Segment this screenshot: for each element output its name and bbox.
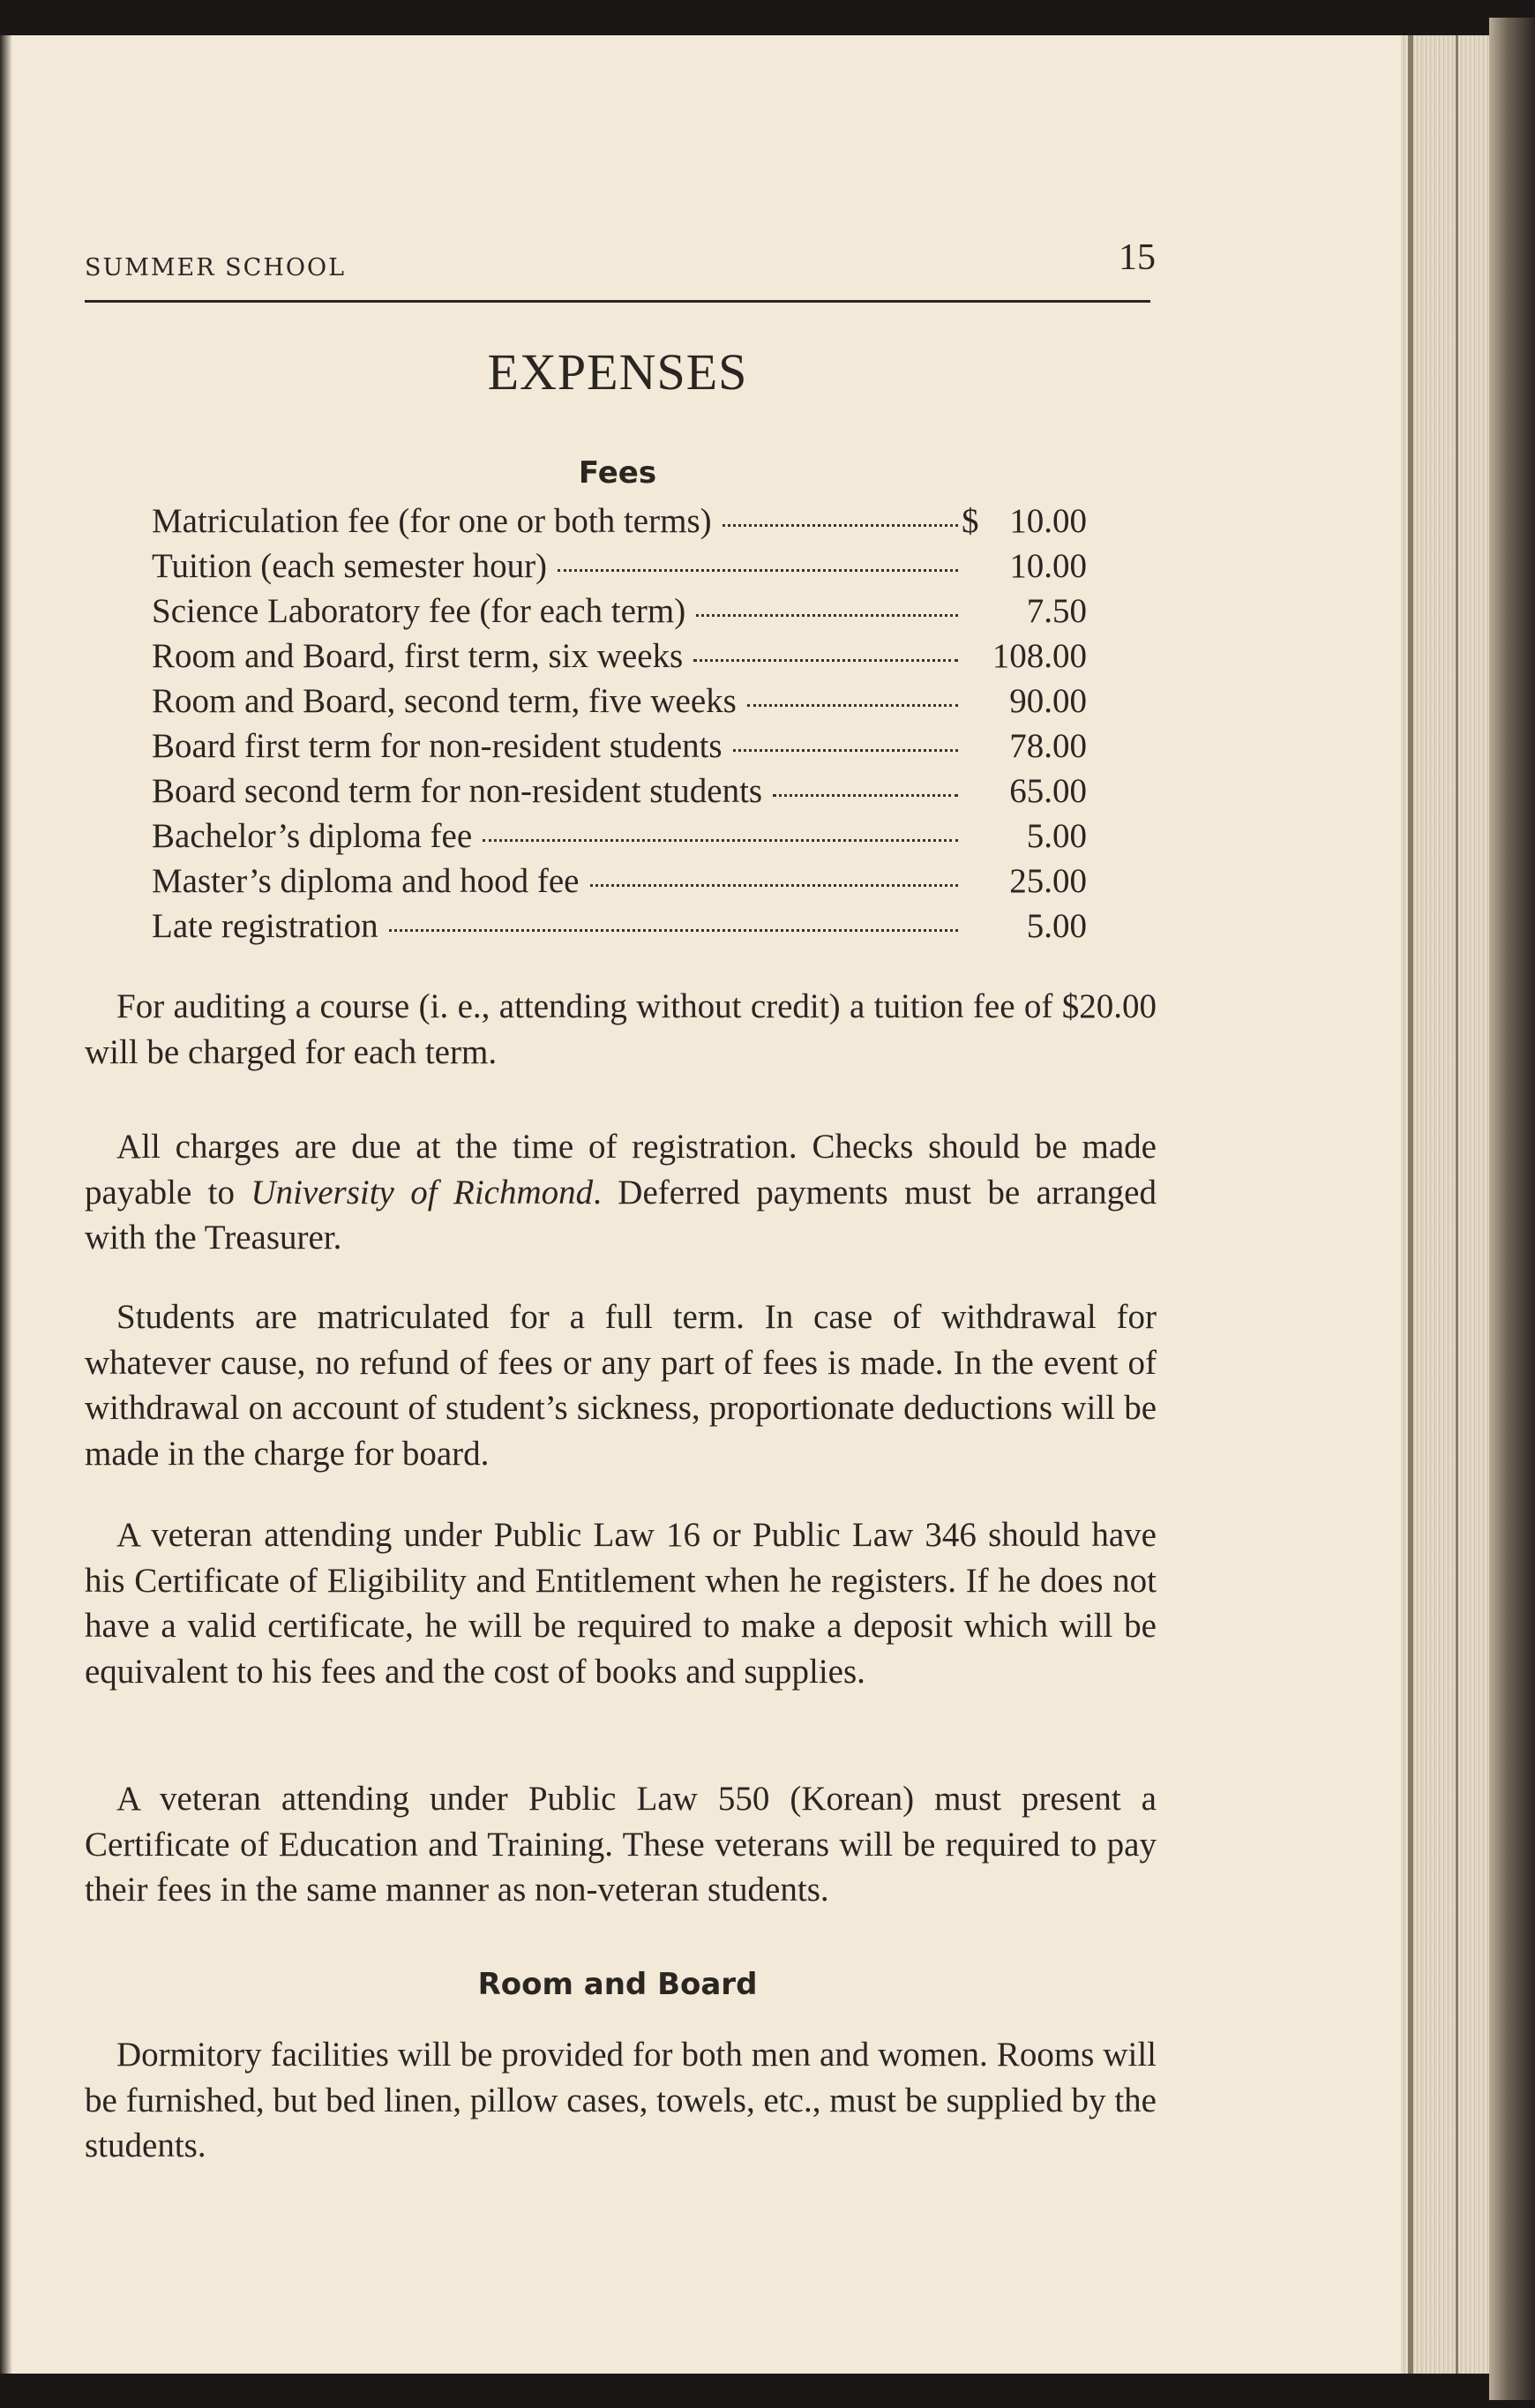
- fee-row: [152, 726, 1087, 771]
- fee-amount: 10.00: [1009, 502, 1087, 540]
- fee-currency: $: [962, 502, 979, 540]
- fee-label: Board first term for non-resident students: [152, 727, 723, 765]
- leader-dots: [590, 884, 959, 887]
- running-head: SUMMER SCHOOL: [85, 254, 347, 281]
- fee-label: Room and Board, second term, five weeks: [152, 682, 737, 720]
- fee-label: Science Laboratory fee (for each term): [152, 592, 686, 630]
- edge-shadow: [1456, 35, 1458, 2374]
- fee-label: Room and Board, first term, six weeks: [152, 637, 684, 675]
- charges-paragraph: [85, 1124, 1157, 1261]
- fee-row: [152, 681, 1087, 726]
- fees-heading: Fees: [578, 455, 657, 491]
- page-edges: [1401, 35, 1489, 2374]
- room-board-paragraph: Dormitory facilities will be provided for both men and women. Rooms will be furnished, but bed linen, pillow cases, towels, etc., must be supplied by the students.: [85, 2036, 1157, 2164]
- fee-label: Board second term for non-resident students: [152, 772, 763, 810]
- book-cover-edge: [1489, 18, 1535, 2400]
- fee-amount: 5.00: [1026, 907, 1087, 945]
- fee-label: Matriculation fee (for one or both terms): [152, 502, 712, 540]
- fee-row: [152, 501, 1087, 546]
- edge-shadow: [1408, 35, 1413, 2374]
- payee-name: University of Richmond: [251, 1173, 594, 1212]
- fee-row: [152, 771, 1087, 816]
- leader-dots: [693, 659, 958, 662]
- header-rule: [85, 300, 1150, 303]
- leader-dots: [747, 704, 958, 707]
- charges-text-start: All charges are due at the time of registration. Checks should be made payable to: [85, 1128, 1157, 1212]
- auditing-paragraph: For auditing a course (i. e., attending without credit) a tuition fee of $20.00 will be charged for each term.: [85, 987, 1157, 1071]
- book-page: [0, 35, 1401, 2374]
- leader-dots: [558, 569, 958, 572]
- fee-amount: 78.00: [1009, 727, 1087, 765]
- fee-row: [152, 546, 1087, 591]
- fee-row: [152, 861, 1087, 906]
- fee-amount: 25.00: [1009, 862, 1087, 900]
- room-board-heading: Room and Board: [477, 1967, 758, 2002]
- fees-list: [152, 501, 1087, 951]
- fee-label: Bachelor’s diploma fee: [152, 817, 473, 855]
- fee-amount: 10.00: [1009, 547, 1087, 585]
- veteran-550-paragraph: A veteran attending under Public Law 550 (Korean) must present a Certificate of Education and Training. These veterans will be required to pay their fees in the same manner as non-veteran students.: [85, 1780, 1157, 1909]
- leader-dots: [733, 749, 958, 752]
- fee-row: [152, 816, 1087, 861]
- withdrawal-paragraph: Students are matriculated for a full term. In case of withdrawal for whatever cause, no refund of fees or any part of fees is made. In the event of withdrawal on account of student’s sickness, proportionate deductions will be made in the charge for board.: [85, 1298, 1157, 1473]
- veteran-346-paragraph: A veteran attending under Public Law 16 or Public Law 346 should have his Certificate of Eligibility and Entitlement when he registers. If he does not have a valid certificate, he will be required to make a deposit which will be equivalent to his fees and the cost of books and supplies.: [85, 1516, 1157, 1691]
- page-number: 15: [1119, 237, 1156, 278]
- fee-amount: 108.00: [992, 637, 1087, 675]
- fee-row: [152, 591, 1087, 636]
- fee-label: Tuition (each semester hour): [152, 547, 548, 585]
- leader-dots: [483, 839, 958, 842]
- fee-label: Late registration: [152, 907, 378, 945]
- fee-amount: 90.00: [1009, 682, 1087, 720]
- charges-text-end: . Deferred payments must be arranged with the Treasurer.: [85, 1173, 1157, 1257]
- leader-dots: [696, 614, 958, 617]
- page-title: EXPENSES: [487, 343, 748, 401]
- fee-amount: 65.00: [1009, 772, 1087, 810]
- fee-row: [152, 636, 1087, 681]
- leader-dots: [773, 794, 958, 797]
- fee-amount: 7.50: [1026, 592, 1087, 630]
- fee-row: [152, 906, 1087, 951]
- fee-amount: 5.00: [1026, 817, 1087, 855]
- fee-label: Master’s diploma and hood fee: [152, 862, 580, 900]
- leader-dots: [723, 524, 958, 527]
- leader-dots: [389, 929, 958, 932]
